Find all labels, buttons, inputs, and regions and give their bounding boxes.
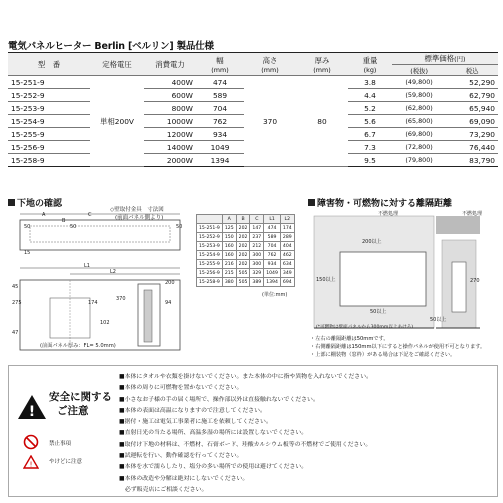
clearance-diagram <box>310 210 498 332</box>
bracket-sub: (前面パネル側より) <box>115 215 164 221</box>
cell-power: 600W <box>144 89 196 102</box>
bracket-top-outline <box>20 220 183 250</box>
mini-table-cell: 15-252-9 <box>197 233 223 242</box>
mini-table-header: L2 <box>280 215 294 224</box>
safety-bullet: ■取付け下地の材料は、不燃材、石膏ボード、珪酸カルシウム板等の不燃材でご使用ください。 <box>119 441 372 448</box>
dim-50c: 50 <box>70 224 77 230</box>
cell-model: 15-254-9 <box>8 115 90 128</box>
cell-power: 1000W <box>144 115 196 128</box>
dim-200: 200 <box>165 280 175 286</box>
mini-table-cell: 15-258-9 <box>197 278 223 287</box>
mini-table-cell: 212 <box>250 242 264 251</box>
col-width <box>196 53 244 76</box>
svg-text:!: ! <box>29 460 33 469</box>
col-width-unit: (mm) <box>211 65 229 74</box>
dim-370: 370 <box>116 296 126 302</box>
col-height-label: 高さ <box>262 55 278 65</box>
clearance-section-heading <box>308 196 452 209</box>
cell-weight: 3.8 <box>348 76 392 89</box>
mini-table-header <box>197 215 223 224</box>
col-depth <box>296 53 348 76</box>
mini-table-cell: 15-254-9 <box>197 251 223 260</box>
cell-price-in: 83,790 <box>446 154 498 167</box>
mini-table-cell: 380 <box>222 278 236 287</box>
mini-table-cell: 174 <box>280 224 294 233</box>
cell-price-ex: (72,800) <box>392 141 446 154</box>
cell-model: 15-251-9 <box>8 76 90 89</box>
cell-power: 400W <box>144 76 196 89</box>
spec-row <box>8 76 498 89</box>
mini-table-cell: 15-255-9 <box>197 260 223 269</box>
col-height-unit: (mm) <box>261 65 279 74</box>
label-270: 270 <box>470 278 480 284</box>
mini-table-header: B <box>236 215 250 224</box>
mini-table-cell: 289 <box>280 233 294 242</box>
mini-table-cell: 934 <box>264 260 281 269</box>
label-noncombustible-1: 不燃処理 <box>378 211 399 217</box>
safety-bullets <box>119 372 494 496</box>
mini-table-header: L1 <box>264 215 281 224</box>
burn-warning-label: やけどに注意 <box>49 459 83 465</box>
cell-price-ex: (65,800) <box>392 115 446 128</box>
square-bullet-icon <box>8 199 15 206</box>
dim-c: C <box>88 212 92 218</box>
ceiling-block <box>436 216 480 234</box>
mini-table-row <box>197 260 295 269</box>
mini-table-unit: (単位:mm) <box>262 292 288 298</box>
cell-model: 15-256-9 <box>8 141 90 154</box>
mini-table-cell: 15-253-9 <box>197 242 223 251</box>
cell-width: 474 <box>196 76 244 89</box>
safety-bullet: ■本体の周りに可燃物を置かないでください。 <box>119 385 243 392</box>
bracket-label: ◇壁取付金具 寸法図 <box>110 207 164 213</box>
warning-triangle-icon <box>17 394 47 420</box>
mini-table-cell: 202 <box>236 233 250 242</box>
mini-table-cell: 15-256-9 <box>197 269 223 278</box>
col-price <box>392 53 498 65</box>
col-price-in: 税込 <box>446 65 498 76</box>
heater-front <box>340 252 426 306</box>
cell-weight: 5.6 <box>348 115 392 128</box>
dim-174: 174 <box>88 300 98 306</box>
col-width-label: 幅 <box>216 55 224 65</box>
mini-table-cell: 202 <box>236 260 250 269</box>
safety-title-line1: 安全に関する <box>49 391 112 403</box>
label-200: 200以上 <box>362 239 382 245</box>
col-depth-unit: (mm) <box>313 65 331 74</box>
safety-title-line2: ご注意 <box>57 405 89 417</box>
mini-table-cell: 147 <box>250 224 264 233</box>
clearance-footnote: (*可燃物は壁面パネルから300mm以上あける) <box>316 325 414 330</box>
mini-table-cell: 505 <box>236 269 250 278</box>
mini-dim-table <box>196 214 295 287</box>
col-height <box>244 53 296 76</box>
cell-weight: 4.4 <box>348 89 392 102</box>
dim-50b: 50 <box>176 224 183 230</box>
svg-text:!: ! <box>28 404 36 420</box>
prohibited-label: 禁止事項 <box>49 441 72 447</box>
cell-height: 370 <box>244 76 296 167</box>
mini-table-cell: 694 <box>280 278 294 287</box>
mini-table-cell: 202 <box>236 251 250 260</box>
col-depth-label: 厚み <box>314 55 330 65</box>
col-price-unit: (円) <box>454 55 466 63</box>
dim-15: 15 <box>24 250 31 256</box>
cell-weight: 9.5 <box>348 154 392 167</box>
cell-power: 1200W <box>144 128 196 141</box>
heater-side <box>452 262 466 312</box>
safety-bullet: ■本体にタオルや衣類を掛けないでください。また本体の中に指や異物を入れないでください。 <box>119 374 372 380</box>
label-50a: 50以上 <box>370 309 387 315</box>
clearance-note: ・左右の離隔距離は50mmです。 <box>310 336 389 342</box>
base-diagram <box>10 208 190 356</box>
dim-l2: L2 <box>110 269 116 275</box>
cell-width: 934 <box>196 128 244 141</box>
cell-model: 15-255-9 <box>8 128 90 141</box>
mini-table-header: C <box>250 215 264 224</box>
safety-bullet: ■小さなお子様の手の届く場所で、操作部以外は直接触れないでください。 <box>119 396 319 403</box>
safety-bullet: ■直射日光の当たる場所、高温多湿の場所には設置しないでください。 <box>119 430 308 437</box>
mini-table-row <box>197 278 295 287</box>
mini-table-cell: 462 <box>280 251 294 260</box>
cell-power: 1400W <box>144 141 196 154</box>
cell-price-ex: (62,800) <box>392 102 446 115</box>
label-noncombustible-2: 不燃処理 <box>462 211 483 217</box>
mini-table-cell: 1049 <box>264 269 281 278</box>
mini-table-cell: 329 <box>250 269 264 278</box>
cell-price-in: 69,090 <box>446 115 498 128</box>
label-50b: 50以上 <box>430 317 447 323</box>
mini-table-cell: 589 <box>264 233 281 242</box>
dim-94: 94 <box>165 300 172 306</box>
cell-power: 2000W <box>144 154 196 167</box>
wall-outline <box>20 280 180 350</box>
mini-table-row <box>197 251 295 260</box>
label-150: 150以上 <box>316 277 336 283</box>
col-weight-unit: (kg) <box>363 65 377 74</box>
cell-power: 800W <box>144 102 196 115</box>
mini-table-cell: 1394 <box>264 278 281 287</box>
mini-table-cell: 704 <box>264 242 281 251</box>
cell-depth: 80 <box>296 76 348 167</box>
prohibited-icon <box>23 434 39 454</box>
cell-price-in: 73,290 <box>446 128 498 141</box>
safety-title <box>49 390 112 418</box>
mini-table-cell: 389 <box>250 278 264 287</box>
mini-table-cell: 202 <box>236 242 250 251</box>
safety-bullet: ■据付・施工は電気工事業者に施工を依頼してください。 <box>119 419 272 426</box>
mini-table-cell: 160 <box>222 242 236 251</box>
cell-width: 704 <box>196 102 244 115</box>
cell-width: 1049 <box>196 141 244 154</box>
mini-table-cell: 474 <box>264 224 281 233</box>
dim-45: 45 <box>12 284 19 290</box>
mini-table-cell: 404 <box>280 242 294 251</box>
dim-275: 275 <box>12 300 22 306</box>
mini-table-cell: 150 <box>222 233 236 242</box>
cell-price-in: 65,940 <box>446 102 498 115</box>
mini-table-cell: 634 <box>280 260 294 269</box>
dim-l1: L1 <box>84 263 90 269</box>
panel-side <box>144 290 152 342</box>
clearance-note: ・上部に棚装物（窓枠）がある場合は下記をご確認ください。 <box>310 352 456 358</box>
dim-50a: 50 <box>24 224 31 230</box>
col-price-label: 標準価格 <box>424 54 455 63</box>
mini-table-header: A <box>222 215 236 224</box>
bracket-inner <box>30 226 170 242</box>
mini-table-cell: 202 <box>236 224 250 233</box>
spec-table <box>8 52 498 167</box>
col-model: 型 番 <box>8 53 90 76</box>
dim-b: B <box>62 218 66 224</box>
dim-102: 102 <box>100 320 110 326</box>
cell-price-ex: (49,800) <box>392 76 446 89</box>
safety-bullet: ■試運転を行い、動作確認を行ってください。 <box>119 453 243 460</box>
dim-a: A <box>42 212 46 218</box>
cell-price-in: 52,290 <box>446 76 498 89</box>
cell-model: 15-258-9 <box>8 154 90 167</box>
mini-table-cell: 505 <box>236 278 250 287</box>
clearance-note: ・右側離隔距離は150mm以下にすると操作パネルが使用不可となります。 <box>310 344 486 350</box>
col-price-ex: (税抜) <box>392 65 446 76</box>
mini-table-cell: 125 <box>222 224 236 233</box>
cell-model: 15-253-9 <box>8 102 90 115</box>
mini-table-cell: 300 <box>250 251 264 260</box>
burn-warning-icon <box>23 454 39 473</box>
base-section-heading-text: 下地の確認 <box>17 199 63 209</box>
clearance-notes <box>310 335 500 359</box>
col-weight <box>348 53 392 76</box>
cell-weight: 6.7 <box>348 128 392 141</box>
cell-model: 15-252-9 <box>8 89 90 102</box>
mini-table-cell: 300 <box>250 260 264 269</box>
cell-width: 589 <box>196 89 244 102</box>
dim-47: 47 <box>12 330 19 336</box>
clearance-heading-text: 障害物・可燃物に対する離隔距離 <box>317 199 453 209</box>
base-note: (前面パネル厚み：FL= 5.0mm) <box>40 343 116 349</box>
cell-weight: 5.2 <box>348 102 392 115</box>
mini-table-cell: 349 <box>280 269 294 278</box>
mini-table-row <box>197 269 295 278</box>
cell-price-in: 62,790 <box>446 89 498 102</box>
mini-table-row <box>197 242 295 251</box>
mini-table-row <box>197 233 295 242</box>
mini-table-cell: 15-251-9 <box>197 224 223 233</box>
mini-table-cell: 237 <box>250 233 264 242</box>
cell-width: 1394 <box>196 154 244 167</box>
col-voltage: 定格電圧 <box>90 53 144 76</box>
col-power: 消費電力 <box>144 53 196 76</box>
cell-width: 762 <box>196 115 244 128</box>
mini-table-cell: 762 <box>264 251 281 260</box>
col-weight-label: 重量 <box>362 55 378 65</box>
mini-table-cell: 160 <box>222 251 236 260</box>
mini-table-cell: 215 <box>222 269 236 278</box>
cell-weight: 7.3 <box>348 141 392 154</box>
spec-title: 電気パネルヒーター Berlin [ベルリン] 製品仕様 <box>8 41 214 52</box>
safety-box <box>8 365 498 497</box>
cell-voltage: 単相200V <box>90 76 144 167</box>
cell-price-ex: (59,800) <box>392 89 446 102</box>
cell-price-in: 76,440 <box>446 141 498 154</box>
cell-price-ex: (69,800) <box>392 128 446 141</box>
cell-price-ex: (79,800) <box>392 154 446 167</box>
safety-bullet: ■本体を水で濡らしたり、塩分の多い場所での使用は避けてください。 <box>119 464 308 471</box>
mini-table-row <box>197 224 295 233</box>
mini-table-cell: 216 <box>222 260 236 269</box>
square-bullet-icon <box>308 199 315 206</box>
safety-bullet: ■本体の改造や分解は絶対にしないでください。 <box>119 475 249 482</box>
safety-bullet: ■本体の表面は高温になりますので注意してください。 <box>119 407 266 414</box>
safety-bullet: 必ず販売店にご相談ください。 <box>119 486 208 493</box>
